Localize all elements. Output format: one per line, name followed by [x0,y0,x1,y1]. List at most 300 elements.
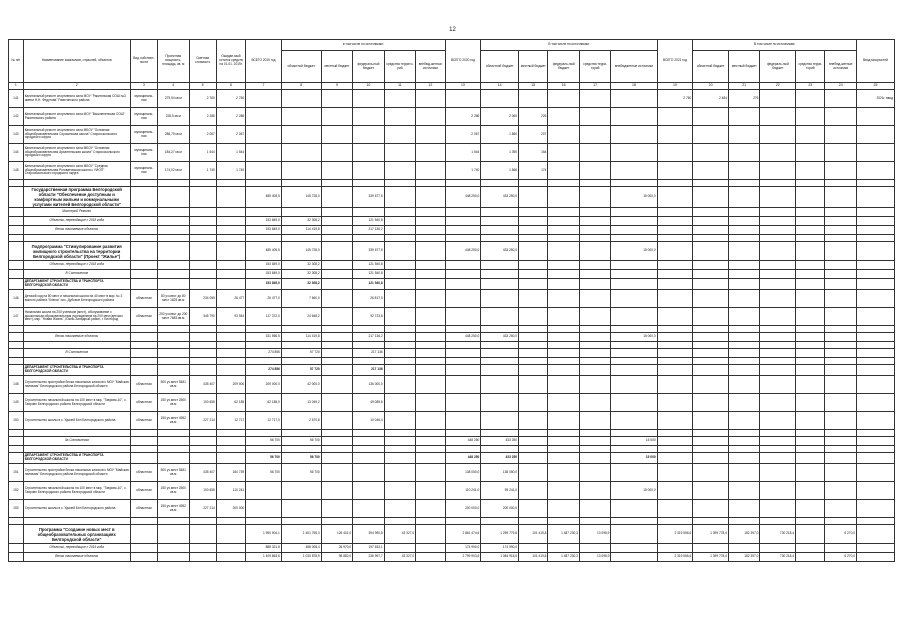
amount-cell [216,208,245,217]
amount-cell [760,342,796,349]
amount-cell: 101 419,8 [519,525,548,544]
amount-cell [189,544,216,553]
row-number-cell [9,437,24,446]
ownership-cell: областная [130,482,157,500]
amount-cell [579,144,610,162]
amount-cell [481,446,519,453]
amount-cell [548,261,579,270]
amount-cell: 1 399 778,4 [693,553,729,562]
amount-cell [321,235,352,242]
commission-cell [857,235,895,242]
commission-cell [857,333,895,342]
capacity-cell [158,279,189,290]
capacity-cell: 80 уч.мест до 80 мест 1825 кв.м [158,290,189,308]
amount-cell [548,326,579,333]
amount-cell [445,342,481,349]
amount-cell: 13 049,2 [281,394,321,412]
program-row [9,187,895,208]
amount-cell [728,349,759,358]
amount-cell: 114 419,8 [281,333,321,342]
amount-cell [445,358,481,365]
amount-cell [384,430,415,437]
amount-cell [693,308,729,326]
amount-cell [481,180,519,187]
amount-cell: 448 250,0 [445,333,481,342]
spacer-row [9,235,895,242]
amount-cell [548,349,579,358]
amount-cell: 126 401,0 [321,525,352,544]
amount-cell [281,126,321,144]
row-number-cell [9,208,24,217]
amount-cell: 174 990,0 [481,544,519,553]
amount-cell [353,482,384,500]
amount-cell [416,290,445,308]
capacity-cell [158,226,189,235]
row-number-cell: 147 [9,308,24,326]
amount-cell: 145 728,0 [281,187,321,208]
amount-cell [825,270,857,279]
amount-cell [353,326,384,333]
header-src-territory: средства терри-торий [579,51,610,83]
amount-cell [353,437,384,446]
amount-cell [796,144,825,162]
amount-cell: 1 399 778,4 [693,525,729,544]
row-number-cell: 153 [9,500,24,518]
amount-cell [416,308,445,326]
amount-cell: 730 218,4 [760,553,796,562]
amount-cell: 153 849,0 [246,217,282,226]
amount-cell [416,349,445,358]
amount-cell: 32 308,2 [281,270,321,279]
amount-cell [693,500,729,518]
amount-cell: 435 407 [189,464,216,482]
amount-cell [728,446,759,453]
amount-cell [693,326,729,333]
amount-cell [728,358,759,365]
amount-cell [281,482,321,500]
amount-cell [416,261,445,270]
amount-cell [353,430,384,437]
object-name-cell: За Сотовинном [23,437,130,446]
amount-cell [693,394,729,412]
commission-cell [857,525,895,544]
department-row [9,279,895,290]
amount-cell [693,376,729,394]
commission-cell [857,217,895,226]
amount-cell [760,349,796,358]
row-number-cell: 146 [9,290,24,308]
amount-cell [189,437,216,446]
amount-cell [384,308,415,326]
amount-cell [384,279,415,290]
department-row [9,365,895,376]
amount-cell [519,290,548,308]
amount-cell [481,394,519,412]
commission-cell [857,430,895,437]
amount-cell [657,242,693,261]
amount-cell [611,518,657,525]
amount-cell [281,108,321,126]
amount-cell [760,446,796,453]
commission-cell [857,208,895,217]
amount-cell [825,464,857,482]
ownership-cell: областная [130,464,157,482]
column-index: 4 [158,83,189,90]
column-index: 8 [281,83,321,90]
amount-cell [384,333,415,342]
capacity-cell [158,326,189,333]
ownership-cell [130,544,157,553]
row-number-cell: 152 [9,482,24,500]
amount-cell [519,365,548,376]
amount-cell [693,482,729,500]
amount-cell [611,290,657,308]
ownership-cell [130,342,157,349]
amount-cell: 121 540,8 [353,261,384,270]
amount-cell: 394 990,8 [353,525,384,544]
amount-cell: 1 451 755,3 [281,525,321,544]
row-number-cell [9,365,24,376]
amount-cell [189,553,216,562]
amount-cell [693,162,729,180]
amount-cell [519,217,548,226]
amount-cell [281,430,321,437]
amount-cell: 1 544 [189,144,216,162]
ownership-cell [130,518,157,525]
amount-cell [321,242,352,261]
amount-cell: 15 000 [611,453,657,464]
amount-cell: 488 008,4 [281,544,321,553]
header-group-2019: в том числе по источникам: [281,40,445,51]
column-index: 1 [9,83,24,90]
amount-cell [548,500,579,518]
amount-cell: 154 [519,144,548,162]
commission-cell [857,326,895,333]
header-src-federal: федераль-ный бюджет [760,51,796,83]
amount-cell: 226 [519,108,548,126]
ownership-cell [130,525,157,544]
amount-cell [760,394,796,412]
amount-cell [321,349,352,358]
amount-cell: 15 000,0 [611,242,657,261]
amount-cell [384,326,415,333]
column-index: 25 [857,83,895,90]
amount-cell [481,326,519,333]
amount-cell [796,126,825,144]
amount-cell [728,261,759,270]
row-number-cell [9,430,24,437]
amount-cell: 56 700 [246,453,282,464]
commission-cell [857,226,895,235]
amount-cell [321,90,352,108]
amount-cell [728,187,759,208]
amount-cell [445,279,481,290]
amount-cell: 339 677,5 [353,187,384,208]
amount-cell [519,453,548,464]
amount-cell [611,90,657,108]
amount-cell [548,308,579,326]
amount-cell [796,208,825,217]
amount-cell: 227 214 [189,500,216,518]
ownership-cell [130,365,157,376]
amount-cell [728,412,759,430]
amount-cell [416,180,445,187]
amount-cell: 1 544 [216,144,245,162]
amount-cell [728,242,759,261]
amount-cell: 138 050,0 [481,464,519,482]
ownership-cell [130,242,157,261]
object-name-cell: Строительство начальной школы на 100 мест в мкр. "Таврово-10", с. Таврово Белгородского района Белгородской области [23,482,130,500]
amount-cell [579,208,610,217]
row-number-cell [9,235,24,242]
amount-cell [281,180,321,187]
amount-cell [760,261,796,270]
amount-cell [353,208,384,217]
capacity-cell [158,446,189,453]
amount-cell [548,437,579,446]
amount-cell [216,279,245,290]
amount-cell [281,358,321,365]
amount-cell: 200 000,0 [445,500,481,518]
amount-cell [548,279,579,290]
amount-cell [189,358,216,365]
amount-cell: 56 700 [281,464,321,482]
amount-cell [728,437,759,446]
amount-cell [548,430,579,437]
spacer-row [9,180,895,187]
amount-cell [796,235,825,242]
amount-cell [246,326,282,333]
amount-cell [657,208,693,217]
column-index: 16 [548,83,579,90]
amount-cell [281,162,321,180]
amount-cell: 1 390 [481,144,519,162]
amount-cell [384,180,415,187]
amount-cell [548,464,579,482]
capacity-cell: 184,27 кв.м [158,144,189,162]
amount-cell [693,437,729,446]
amount-cell [216,358,245,365]
capacity-cell [158,437,189,446]
amount-cell [693,226,729,235]
program-row [9,242,895,261]
amount-cell [548,144,579,162]
amount-cell: 153 849,0 [246,226,282,235]
amount-cell [548,217,579,226]
amount-cell: 174 990,0 [445,544,481,553]
amount-cell [796,187,825,208]
amount-cell [384,412,415,430]
amount-cell [416,226,445,235]
row-number-cell: 149 [9,394,24,412]
amount-cell [760,308,796,326]
table-row [9,308,895,326]
amount-cell: 101 419,8 [519,553,548,562]
amount-cell [216,326,245,333]
header-src-regional: областной бюджет [281,51,321,83]
amount-cell [353,162,384,180]
amount-cell [825,430,857,437]
amount-cell: 433 250 [481,437,519,446]
amount-cell [481,270,519,279]
header-src-local: местный бюджет [728,51,759,83]
amount-cell: 1 487 230,3 [548,553,579,562]
row-number-cell [9,270,24,279]
amount-cell [281,446,321,453]
amount-cell: 92 723,8 [353,308,384,326]
amount-cell [825,500,857,518]
amount-cell: 2 067 [216,126,245,144]
amount-cell: 2 286 [445,108,481,126]
amount-cell [728,144,759,162]
amount-cell [445,226,481,235]
amount-cell [416,162,445,180]
amount-cell [657,349,693,358]
amount-cell [321,108,352,126]
amount-cell [760,500,796,518]
amount-cell [384,464,415,482]
amount-cell [657,464,693,482]
amount-cell: 138 050,0 [445,464,481,482]
amount-cell [416,518,445,525]
amount-cell [548,518,579,525]
column-index: 9 [321,83,352,90]
amount-cell [321,290,352,308]
amount-cell [321,464,352,482]
ownership-cell [130,349,157,358]
spacer-row [9,446,895,453]
object-name-cell: Подпрограмма "Стимулирование развития жилищного строительства на территории Белгородской области" (Проект "Жилье") [23,242,130,261]
amount-cell [519,180,548,187]
amount-cell [579,108,610,126]
amount-cell: 2 319 556,6 [657,553,693,562]
amount-cell [825,333,857,342]
amount-cell [216,430,245,437]
capacity-cell [158,261,189,270]
amount-cell [611,261,657,270]
row-number-cell [9,326,24,333]
commission-cell [857,394,895,412]
amount-cell: 435 407 [189,376,216,394]
amount-cell [216,544,245,553]
amount-cell [728,270,759,279]
amount-cell [611,217,657,226]
amount-cell: 217 136,2 [353,226,384,235]
amount-cell [728,482,759,500]
amount-cell [384,349,415,358]
amount-cell [281,208,321,217]
amount-cell [353,464,384,482]
amount-cell: 184 739 [216,464,245,482]
amount-cell [548,412,579,430]
amount-cell: 121 540,8 [353,279,384,290]
table-row [9,482,895,500]
amount-cell [825,242,857,261]
amount-cell [321,279,352,290]
amount-cell: 1 740 [445,162,481,180]
amount-cell [579,365,610,376]
amount-cell: 117 372,0 [246,308,282,326]
amount-cell: 485 405,5 [246,242,282,261]
table-row [9,108,895,126]
amount-cell [611,144,657,162]
amount-cell [760,544,796,553]
amount-cell [189,525,216,544]
amount-cell [519,394,548,412]
column-index: 18 [611,83,657,90]
commission-cell [857,453,895,464]
subtotal-row [9,217,895,226]
amount-cell [657,365,693,376]
amount-cell [281,500,321,518]
amount-cell [416,279,445,290]
amount-cell [281,90,321,108]
table-row [9,464,895,482]
amount-cell [445,518,481,525]
object-name-cell: Вновь начинаемые объекты [23,333,130,342]
header-src-federal: федераль-ный бюджет [353,51,384,83]
object-name-cell: Строительство начальной школы на 100 мест в мкр. "Таврово-10", с. Таврово Белгородского района Белгородской области [23,394,130,412]
amount-cell: 13 098,9 [579,553,610,562]
amount-cell [796,482,825,500]
amount-cell: 448 250,0 [445,242,481,261]
amount-cell: 15 000,0 [611,187,657,208]
ownership-cell: муниципаль-ная [130,108,157,126]
amount-cell [693,180,729,187]
ownership-cell [130,430,157,437]
ownership-cell [130,217,157,226]
amount-cell [321,308,352,326]
amount-cell [548,187,579,208]
amount-cell [693,464,729,482]
amount-cell [548,446,579,453]
amount-cell [384,270,415,279]
amount-cell [728,226,759,235]
ownership-cell [130,453,157,464]
header-group-2021: В том числе по источникам: [693,40,857,51]
amount-cell [481,430,519,437]
amount-cell [657,430,693,437]
amount-cell [481,412,519,430]
amount-cell [519,261,548,270]
amount-cell [825,226,857,235]
capacity-cell [158,453,189,464]
amount-cell [519,90,548,108]
amount-cell [216,525,245,544]
amount-cell [384,242,415,261]
amount-cell [384,144,415,162]
amount-cell [216,518,245,525]
amount-cell: 234 055 [189,290,216,308]
amount-cell [548,226,579,235]
amount-cell [416,358,445,365]
amount-cell [825,180,857,187]
header-kind: Вид собствен-ности [130,40,157,83]
amount-cell [611,464,657,482]
amount-cell [519,208,548,217]
amount-cell [796,349,825,358]
capacity-cell: 200 уч.мест до 200 мест 7683 кв.м [158,308,189,326]
capacity-cell [158,553,189,562]
amount-cell [548,290,579,308]
amount-cell: 1 990 904,1 [246,525,282,544]
subtotal-row [9,270,895,279]
amount-cell [189,430,216,437]
amount-cell [384,261,415,270]
amount-cell: 227 214 [189,412,216,430]
amount-cell [445,90,481,108]
commission-cell [857,482,895,500]
